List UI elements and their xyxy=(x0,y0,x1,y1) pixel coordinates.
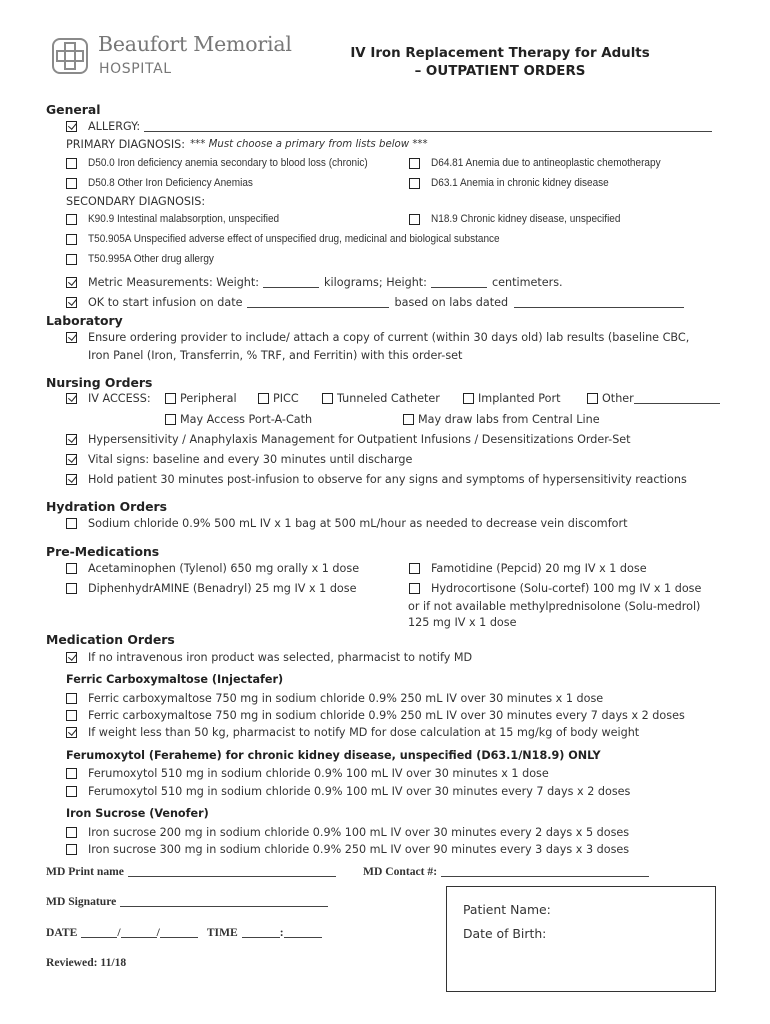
secondary-dx-n189-label: N18.9 Chronic kidney disease, unspecified xyxy=(431,213,621,225)
lab-order-row xyxy=(66,331,689,344)
ferric-order-2-checkbox[interactable] xyxy=(66,710,77,721)
acetaminophen-label: Acetaminophen (Tylenol) 650 mg orally x 1 dose xyxy=(88,562,360,575)
metric-weight-label: Metric Measurements: Weight: xyxy=(88,276,260,289)
access-other-checkbox[interactable] xyxy=(587,393,598,404)
primary-dx-d631-checkbox[interactable] xyxy=(409,178,420,189)
may-access-port xyxy=(165,413,312,426)
ferumoxytol-heading: Ferumoxytol (Feraheme) for chronic kidney disease, unspecified (D63.1/N18.9) ONLY xyxy=(66,749,601,762)
secondary-dx-k909 xyxy=(66,213,305,225)
access-implanted-port-checkbox[interactable] xyxy=(463,393,474,404)
secondary-dx-n189 xyxy=(409,213,646,225)
secondary-dx-k909-label: K90.9 Intestinal malabsorption, unspecified xyxy=(88,213,280,225)
access-tunneled-label: Tunneled Catheter xyxy=(337,392,440,405)
hypersensitivity-checkbox[interactable] xyxy=(66,434,77,445)
primary-dx-note: *** Must choose a primary from lists below *** xyxy=(190,139,428,150)
primary-dx-d6481-checkbox[interactable] xyxy=(409,158,420,169)
diphenhydramine-checkbox[interactable] xyxy=(66,583,77,594)
md-signature-field[interactable] xyxy=(120,896,328,907)
secondary-dx-t50905a-checkbox[interactable] xyxy=(66,234,77,245)
section-premeds-heading: Pre-Medications xyxy=(46,544,160,559)
iron-sucrose-heading: Iron Sucrose (Venofer) xyxy=(66,807,209,820)
medication-notify-checkbox[interactable] xyxy=(66,652,77,663)
vitals-checkbox[interactable] xyxy=(66,454,77,465)
feru-order-2-label: Ferumoxytol 510 mg in sodium chloride 0.9% 100 mL IV over 30 minutes every 7 days x 2 doses xyxy=(88,785,631,798)
may-access-port-checkbox[interactable] xyxy=(165,414,176,425)
logo-subtitle: HOSPITAL xyxy=(99,61,172,77)
primary-dx-d500-checkbox[interactable] xyxy=(66,158,77,169)
access-tunneled xyxy=(322,392,440,405)
section-general-heading: General xyxy=(46,102,101,117)
secondary-dx-k909-checkbox[interactable] xyxy=(66,214,77,225)
hold-patient-checkbox[interactable] xyxy=(66,474,77,485)
primary-dx-d500 xyxy=(66,157,406,169)
allergy-checkbox[interactable] xyxy=(66,121,77,132)
section-nursing-heading: Nursing Orders xyxy=(46,375,153,390)
iv-access-row xyxy=(66,392,151,405)
access-other-field[interactable] xyxy=(634,393,720,404)
nursing-order-hold xyxy=(66,473,687,486)
hydration-row xyxy=(66,517,627,530)
section-laboratory-heading: Laboratory xyxy=(46,313,123,328)
ferric-order-3-checkbox[interactable] xyxy=(66,727,77,738)
date-slash-1: / xyxy=(117,926,121,939)
sucrose-order-2-label: Iron sucrose 300 mg in sodium chloride 0.9% 250 mL IV over 90 minutes every 3 days x 3 doses xyxy=(88,843,630,856)
iv-access-label: IV ACCESS: xyxy=(88,392,151,405)
primary-dx-d631 xyxy=(409,177,633,189)
date-month-field[interactable] xyxy=(81,927,117,938)
premed-famotidine xyxy=(409,562,647,575)
may-draw-labs xyxy=(403,413,600,426)
section-hydration-heading: Hydration Orders xyxy=(46,499,168,514)
medication-notify-row xyxy=(66,651,472,664)
logo-name: Beaufort Memorial xyxy=(98,32,292,56)
sucrose-order-1 xyxy=(66,826,629,839)
diphenhydramine-label: DiphenhydrAMINE (Benadryl) 25 mg IV x 1 dose xyxy=(88,582,357,595)
primary-dx-label: PRIMARY DIAGNOSIS: xyxy=(66,138,186,151)
ferric-order-3-label: If weight less than 50 kg, pharmacist to notify MD for dose calculation at 15 mg/kg of body weight xyxy=(88,726,640,739)
may-draw-labs-checkbox[interactable] xyxy=(403,414,414,425)
lab-order-line1: Ensure ordering provider to include/ attach a copy of current (within 30 days old) lab results (baseline CBC, xyxy=(88,331,690,344)
primary-dx-label-row xyxy=(66,138,428,151)
access-other xyxy=(587,392,720,405)
hydrocortisone-checkbox[interactable] xyxy=(409,583,420,594)
md-signature-label: MD Signature xyxy=(46,895,117,908)
access-peripheral-label: Peripheral xyxy=(180,392,237,405)
date-label: DATE xyxy=(46,926,78,939)
labs-dated-label: based on labs dated xyxy=(394,296,509,309)
ok-to-start-checkbox[interactable] xyxy=(66,297,77,308)
premed-diphenhydramine xyxy=(66,582,356,595)
acetaminophen-checkbox[interactable] xyxy=(66,563,77,574)
ok-to-start-row xyxy=(66,296,684,309)
sucrose-order-2-checkbox[interactable] xyxy=(66,844,77,855)
lab-order-checkbox[interactable] xyxy=(66,332,77,343)
famotidine-label: Famotidine (Pepcid) 20 mg IV x 1 dose xyxy=(431,562,647,575)
premed-hydrocortisone xyxy=(409,582,701,595)
date-day-field[interactable] xyxy=(121,927,157,938)
access-picc-label: PICC xyxy=(273,392,299,405)
date-year-field[interactable] xyxy=(160,927,198,938)
access-peripheral-checkbox[interactable] xyxy=(165,393,176,404)
hold-patient-label: Hold patient 30 minutes post-infusion to observe for any signs and symptoms of hypersensitivity reactions xyxy=(88,473,687,486)
ferric-order-1-checkbox[interactable] xyxy=(66,693,77,704)
medication-notify-label: If no intravenous iron product was selected, pharmacist to notify MD xyxy=(88,651,473,664)
hypersensitivity-label: Hypersensitivity / Anaphylaxis Management for Outpatient Infusions / Desensitizations Order-Set xyxy=(88,433,631,446)
metric-units-label: centimeters. xyxy=(491,276,563,289)
access-implanted-port xyxy=(463,392,560,405)
weight-field[interactable] xyxy=(263,277,319,288)
md-print-row xyxy=(46,865,336,878)
labs-date-field[interactable] xyxy=(514,297,684,308)
primary-dx-d508 xyxy=(66,177,275,189)
vitals-label: Vital signs: baseline and every 30 minutes until discharge xyxy=(88,453,413,466)
may-draw-labs-label: May draw labs from Central Line xyxy=(418,413,600,426)
feru-order-1 xyxy=(66,767,549,780)
form-title-line2: – OUTPATIENT ORDERS xyxy=(414,64,586,79)
ferric-order-2 xyxy=(66,709,685,722)
patient-name-label: Patient Name: xyxy=(463,902,551,917)
hydration-checkbox[interactable] xyxy=(66,518,77,529)
sucrose-order-2 xyxy=(66,843,629,856)
primary-dx-d500-label: D50.0 Iron deficiency anemia secondary to blood loss (chronic) xyxy=(88,157,368,169)
nursing-order-hypersensitivity xyxy=(66,433,631,446)
ferric-order-1 xyxy=(66,692,603,705)
secondary-dx-label: SECONDARY DIAGNOSIS: xyxy=(66,195,206,208)
md-contact-row xyxy=(363,865,649,878)
secondary-dx-t50995a-checkbox[interactable] xyxy=(66,254,77,265)
hydrocortisone-label: Hydrocortisone (Solu-cortef) 100 mg IV x 1 dose xyxy=(431,582,702,595)
reviewed-label: Reviewed: 11/18 xyxy=(46,956,127,969)
access-peripheral xyxy=(165,392,237,405)
metric-measurements-row xyxy=(66,276,563,289)
hydrocortisone-alt-line2: 125 mg IV x 1 dose xyxy=(408,616,517,629)
hydration-label: Sodium chloride 0.9% 500 mL IV x 1 bag at 500 mL/hour as needed to decrease vein discomfort xyxy=(88,517,628,530)
may-access-port-label: May Access Port-A-Cath xyxy=(180,413,313,426)
famotidine-checkbox[interactable] xyxy=(409,563,420,574)
secondary-dx-n189-checkbox[interactable] xyxy=(409,214,420,225)
time-minute-field[interactable] xyxy=(284,927,322,938)
access-picc xyxy=(258,392,299,405)
height-field[interactable] xyxy=(431,277,487,288)
hospital-logo-icon xyxy=(52,38,88,74)
ferric-order-2-label: Ferric carboxymaltose 750 mg in sodium chloride 0.9% 250 mL IV over 30 minutes every 7 days x 2 doses xyxy=(88,709,685,722)
section-medication-heading: Medication Orders xyxy=(46,632,175,647)
time-label: TIME xyxy=(206,926,238,939)
secondary-dx-t50995a xyxy=(66,253,231,265)
access-tunneled-checkbox[interactable] xyxy=(322,393,333,404)
primary-dx-d6481-label: D64.81 Anemia due to antineoplastic chemotherapy xyxy=(431,157,661,169)
primary-dx-d508-checkbox[interactable] xyxy=(66,178,77,189)
start-date-field[interactable] xyxy=(247,297,389,308)
date-time-row xyxy=(46,926,322,939)
form-title-line1: IV Iron Replacement Therapy for Adults xyxy=(350,46,650,61)
md-print-label: MD Print name xyxy=(46,865,124,878)
ferric-order-3 xyxy=(66,726,639,739)
time-colon: : xyxy=(279,926,284,939)
allergy-label: ALLERGY: xyxy=(88,120,141,133)
feru-order-1-label: Ferumoxytol 510 mg in sodium chloride 0.9% 100 mL IV over 30 minutes x 1 dose xyxy=(88,767,549,780)
secondary-dx-t50995a-label: T50.995A Other drug allergy xyxy=(88,253,214,265)
hydrocortisone-alt-line1: or if not available methylprednisolone (Solu-medrol) xyxy=(408,600,701,613)
feru-order-1-checkbox[interactable] xyxy=(66,768,77,779)
sucrose-order-1-label: Iron sucrose 200 mg in sodium chloride 0.9% 100 mL IV over 30 minutes every 2 days x 5 doses xyxy=(88,826,630,839)
allergy-field[interactable] xyxy=(144,121,712,132)
ferric-order-1-label: Ferric carboxymaltose 750 mg in sodium chloride 0.9% 250 mL IV over 30 minutes x 1 dose xyxy=(88,692,604,705)
access-picc-checkbox[interactable] xyxy=(258,393,269,404)
allergy-row xyxy=(66,120,712,133)
primary-dx-d631-label: D63.1 Anemia in chronic kidney disease xyxy=(431,177,609,189)
md-print-field[interactable] xyxy=(128,866,336,877)
lab-order-line2: Iron Panel (Iron, Transferrin, % TRF, and Ferritin) with this order-set xyxy=(88,349,463,362)
feru-order-2-checkbox[interactable] xyxy=(66,786,77,797)
primary-dx-d6481 xyxy=(409,157,692,169)
access-other-label: Other xyxy=(602,392,634,405)
primary-dx-d508-label: D50.8 Other Iron Deficiency Anemias xyxy=(88,177,253,189)
secondary-dx-t50905a-label: T50.905A Unspecified adverse effect of unspecified drug, medicinal and biological substance xyxy=(88,233,500,245)
date-slash-2: / xyxy=(156,926,160,939)
md-contact-field[interactable] xyxy=(441,866,649,877)
md-signature-row xyxy=(46,895,328,908)
premed-acetaminophen xyxy=(66,562,359,575)
date-of-birth-label: Date of Birth: xyxy=(463,926,547,941)
access-implanted-port-label: Implanted Port xyxy=(478,392,561,405)
metric-height-label: kilograms; Height: xyxy=(324,276,427,289)
ferric-heading: Ferric Carboxymaltose (Injectafer) xyxy=(66,673,284,686)
secondary-dx-t50905a xyxy=(66,233,556,245)
nursing-order-vitals xyxy=(66,453,412,466)
metric-measurements-checkbox[interactable] xyxy=(66,277,77,288)
iv-access-checkbox[interactable] xyxy=(66,393,77,404)
md-contact-label: MD Contact #: xyxy=(363,865,438,878)
feru-order-2 xyxy=(66,785,630,798)
ok-to-start-label: OK to start infusion on date xyxy=(88,296,243,309)
time-hour-field[interactable] xyxy=(242,927,280,938)
sucrose-order-1-checkbox[interactable] xyxy=(66,827,77,838)
